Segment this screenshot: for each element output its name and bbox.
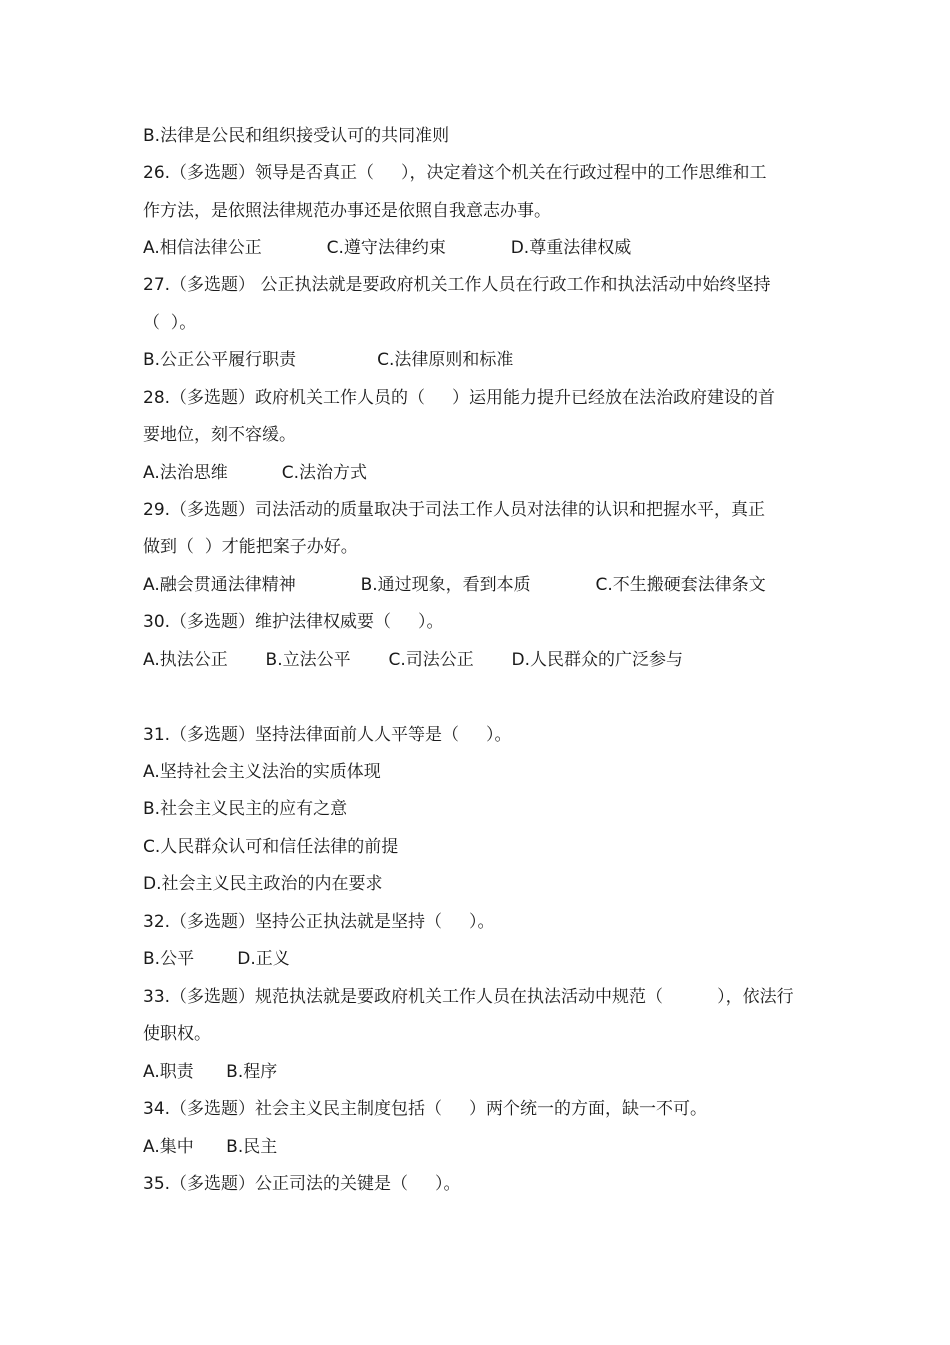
question-28: 28.（多选题）政府机关工作人员的（ ）运用能力提升已经放在法治政府建设的首 bbox=[143, 388, 776, 408]
answer-option: B.法律是公民和组织接受认可的共同准则 bbox=[143, 126, 450, 146]
question-30: 30.（多选题）维护法律权威要（ ）。 bbox=[143, 612, 444, 632]
answer-option-31d: D.社会主义民主政治的内在要求 bbox=[143, 874, 383, 894]
question-35: 35.（多选题）公正司法的关键是（ ）。 bbox=[143, 1174, 461, 1194]
question-33: 33.（多选题）规范执法就是要政府机关工作人员在执法活动中规范（ ），依法行 bbox=[143, 987, 794, 1007]
answer-options-28: A.法治思维 C.法治方式 bbox=[143, 463, 368, 483]
answer-option-31c: C.人民群众认可和信任法律的前提 bbox=[143, 837, 399, 857]
question-33-cont: 使职权。 bbox=[143, 1024, 211, 1044]
question-28-cont: 要地位，刻不容缓。 bbox=[143, 425, 296, 445]
question-31: 31.（多选题）坚持法律面前人人平等是（ ）。 bbox=[143, 725, 512, 745]
answer-options-29: A.融会贯通法律精神 B.通过现象，看到本质 C.不生搬硬套法律条文 bbox=[143, 575, 766, 595]
question-26-cont: 作方法，是依照法律规范办事还是依照自我意志办事。 bbox=[143, 201, 551, 221]
question-32: 32.（多选题）坚持公正执法就是坚持（ ）。 bbox=[143, 912, 495, 932]
answer-option-31a: A.坚持社会主义法治的实质体现 bbox=[143, 762, 381, 782]
answer-options-26: A.相信法律公正 C.遵守法律约束 D.尊重法律权威 bbox=[143, 238, 632, 258]
question-34: 34.（多选题）社会主义民主制度包括（ ）两个统一的方面，缺一不可。 bbox=[143, 1099, 708, 1119]
question-26: 26.（多选题）领导是否真正（ ），决定着这个机关在行政过程中的工作思维和工 bbox=[143, 163, 767, 183]
question-27-cont: （ ）。 bbox=[143, 313, 197, 333]
answer-options-33: A.职责 B.程序 bbox=[143, 1062, 278, 1082]
question-29-cont: 做到（ ）才能把案子办好。 bbox=[143, 537, 358, 557]
answer-options-27: B.公正公平履行职责 C.法律原则和标准 bbox=[143, 350, 514, 370]
question-27: 27.（多选题） 公正执法就是要政府机关工作人员在行政工作和执法活动中始终坚持 bbox=[143, 275, 771, 295]
answer-options-32: B.公平 D.正义 bbox=[143, 949, 290, 969]
answer-options-30: A.执法公正 B.立法公平 C.司法公正 D.人民群众的广泛参与 bbox=[143, 650, 684, 670]
answer-options-34: A.集中 B.民主 bbox=[143, 1137, 278, 1157]
answer-option-31b: B.社会主义民主的应有之意 bbox=[143, 799, 348, 819]
question-29: 29.（多选题）司法活动的质量取决于司法工作人员对法律的认识和把握水平，真正 bbox=[143, 500, 766, 520]
